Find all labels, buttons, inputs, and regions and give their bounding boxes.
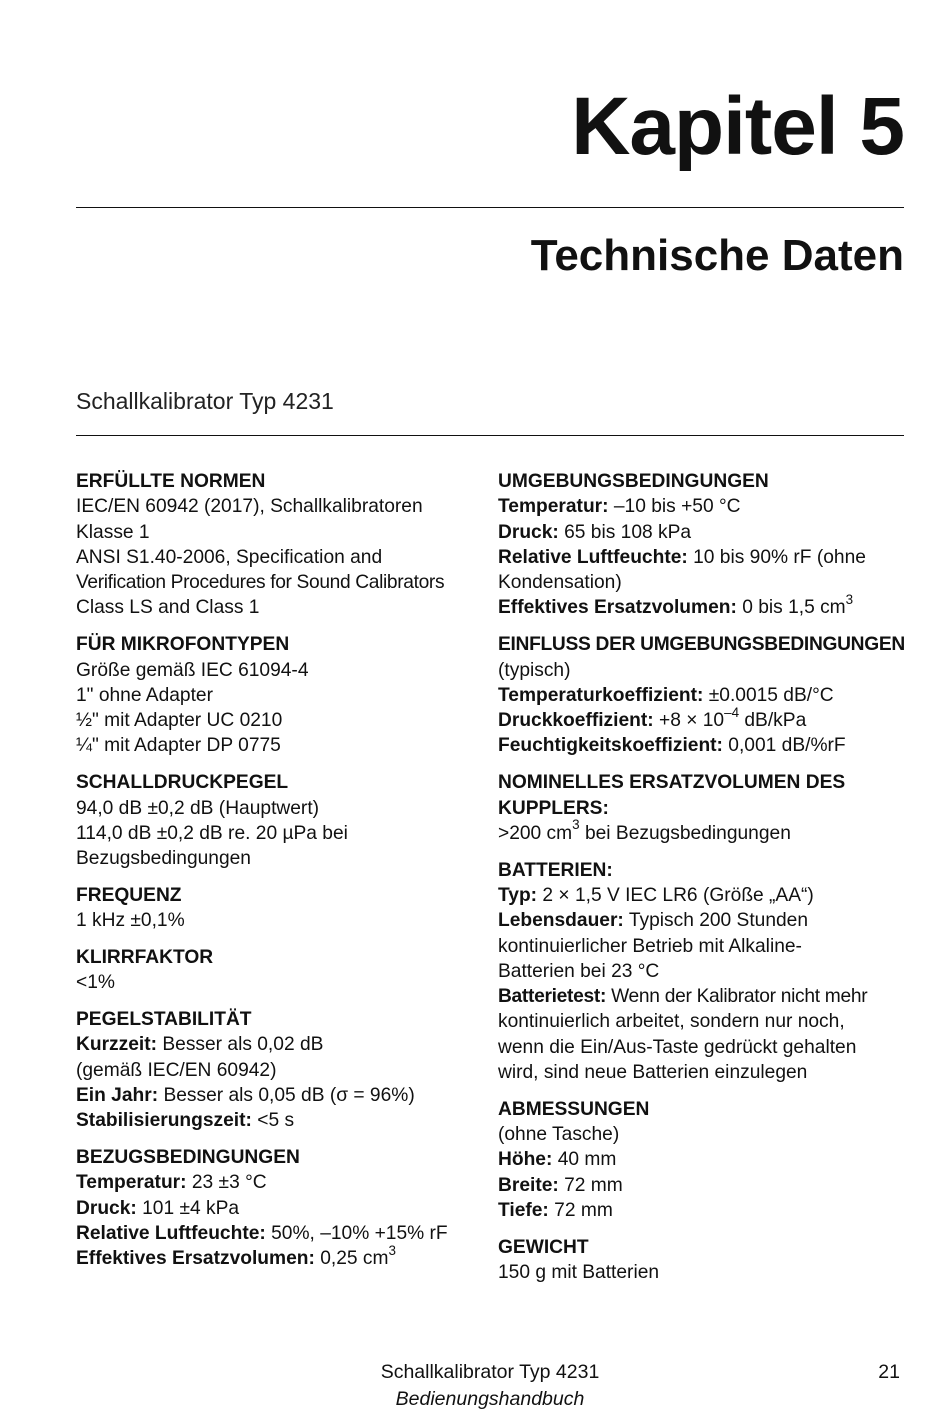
section-heading: EINFLUSS DER UMGEBUNGSBEDINGUNGEN (498, 634, 905, 656)
spec-value: 10 bis 90% rF (ohne (693, 546, 866, 568)
spec-column-right (498, 469, 910, 1297)
spec-value: 72 mm (564, 1174, 623, 1196)
spec-value: 65 bis 108 kPa (564, 521, 692, 543)
spec-line (498, 704, 910, 733)
spec-label: Temperaturkoeffizient: (498, 684, 704, 706)
spec-value: Besser als 0,05 dB (σ = 96%) (163, 1085, 415, 1107)
spec-value: ±0.0015 dB/°C (708, 684, 834, 706)
spec-label: Typ: (498, 884, 538, 906)
spec-line (76, 570, 486, 595)
spec-value: ANSI S1.40-2006, Specification and (76, 546, 383, 568)
spec-line (498, 494, 910, 519)
spec-label: Lebensdauer: (498, 910, 624, 932)
spec-line (498, 1009, 910, 1034)
section-heading: KLIRRFAKTOR (76, 947, 214, 969)
spec-line (498, 683, 910, 708)
spec-value: Typisch 200 Stunden (628, 910, 809, 932)
spec-value: (typisch) (498, 659, 571, 681)
spec-label: Temperatur: (76, 1172, 187, 1194)
page-number: 21 (878, 1361, 900, 1383)
section-klirrfaktor (76, 945, 486, 996)
spec-value: 101 ±4 kPa (142, 1197, 240, 1219)
section-bezugsbedingungen (76, 1145, 486, 1271)
section-heading: PEGELSTABILITÄT (76, 1009, 252, 1031)
spec-line (76, 520, 486, 545)
section-abmessungen (498, 1097, 910, 1223)
spec-value: 23 ±3 °C (191, 1172, 267, 1194)
section-frequenz (76, 883, 486, 934)
spec-line (76, 970, 486, 995)
spec-line (498, 934, 910, 959)
section-heading: SCHALLDRUCKPEGEL (76, 772, 289, 794)
spec-line (76, 494, 486, 519)
spec-line (498, 592, 910, 620)
spec-value: 0 bis 1,5 cm (742, 597, 846, 619)
spec-label: Breite: (498, 1174, 559, 1196)
section-batterien (498, 858, 910, 1086)
spec-line (76, 1242, 486, 1271)
spec-line (76, 733, 486, 758)
spec-label: Feuchtigkeitskoeffizient: (498, 735, 723, 757)
spec-line (498, 733, 910, 758)
spec-value: 50%, –10% +15% rF (271, 1223, 448, 1245)
section-heading: BATTERIEN: (498, 859, 613, 881)
spec-value: wenn die Ein/Aus-Taste gedrückt gehalten (498, 1036, 857, 1058)
spec-line (498, 545, 910, 570)
section-gewicht (498, 1235, 910, 1286)
spec-value-suffix: dB/kPa (739, 710, 807, 732)
spec-value: >200 cm (498, 822, 573, 844)
superscript: 3 (572, 817, 580, 833)
spec-line (498, 959, 910, 984)
spec-label: Tiefe: (498, 1200, 549, 1222)
spec-label: Stabilisierungszeit: (76, 1110, 252, 1132)
spec-value: Besser als 0,02 dB (162, 1034, 324, 1056)
spec-line (498, 1260, 910, 1285)
page-title: Technische Daten (530, 231, 904, 280)
footer-manual: Bedienungshandbuch (395, 1388, 585, 1410)
spec-value: –10 bis +50 °C (613, 496, 741, 518)
spec-label: Effektives Ersatzvolumen: (76, 1248, 315, 1270)
spec-line (76, 1083, 486, 1108)
section-schalldruckpegel (76, 770, 486, 871)
spec-line (498, 1035, 910, 1060)
spec-value: wird, sind neue Batterien einzulegen (498, 1062, 808, 1084)
spec-label: Kurzzeit: (76, 1034, 158, 1056)
spec-label: Effektives Ersatzvolumen: (498, 597, 737, 619)
spec-value: 72 mm (554, 1200, 613, 1222)
section-erfuellte-normen (76, 469, 486, 621)
spec-label: Druck: (498, 521, 559, 543)
superscript: 3 (845, 592, 854, 608)
spec-value: ½" mit Adapter UC 0210 (76, 710, 283, 732)
spec-label: Druckkoeffizient: (498, 710, 654, 732)
spec-line (498, 984, 910, 1009)
spec-value: 114,0 dB ±0,2 dB re. 20 µPa bei (76, 822, 348, 844)
spec-value: Kondensation) (498, 572, 622, 594)
section-heading: NOMINELLES ERSATZVOLUMEN DES (498, 772, 846, 794)
spec-label: Druck: (76, 1197, 137, 1219)
spec-line (76, 1058, 486, 1083)
spec-value: Klasse 1 (76, 521, 150, 543)
spec-line (76, 595, 486, 620)
spec-line (76, 708, 486, 733)
spec-value: 2 × 1,5 V IEC LR6 (Größe „AA“) (542, 884, 814, 906)
spec-column-left (76, 469, 486, 1283)
section-heading: ERFÜLLTE NORMEN (76, 471, 266, 492)
footer (0, 1359, 950, 1413)
spec-line (76, 545, 486, 570)
section-heading-continued: KUPPLERS: (498, 797, 609, 819)
spec-line (498, 1173, 910, 1198)
section-pegelstabilitaet (76, 1007, 486, 1133)
spec-value: Wenn der Kalibrator nicht mehr (611, 986, 868, 1008)
spec-value: IEC/EN 60942 (2017), Schallkalibratoren (76, 496, 423, 518)
spec-line (498, 1122, 910, 1147)
spec-value: kontinuierlich arbeitet, sondern nur noch, (498, 1011, 845, 1033)
spec-value: Batterien bei 23 °C (498, 960, 660, 982)
spec-value: 150 g mit Batterien (498, 1262, 660, 1284)
section-heading: BEZUGSBEDINGUNGEN (76, 1147, 300, 1169)
spec-line (76, 821, 486, 846)
spec-value: Bezugsbedingungen (76, 848, 251, 870)
section-nominelles-ersatzvolumen (498, 770, 910, 846)
spec-line (498, 883, 910, 908)
spec-value: kontinuierlicher Betrieb mit Alkaline- (498, 935, 802, 957)
superscript: –4 (724, 704, 740, 720)
chapter-heading: Kapitel 5 (571, 81, 904, 172)
section-mikrofontypen (76, 632, 486, 758)
spec-value: 1 kHz ±0,1% (76, 910, 185, 932)
spec-line (76, 1170, 486, 1195)
spec-line (76, 683, 486, 708)
footer-product: Schallkalibrator Typ 4231 (380, 1361, 600, 1383)
spec-value: ¼" mit Adapter DP 0775 (76, 735, 281, 757)
product-subtitle: Schallkalibrator Typ 4231 (76, 388, 334, 414)
subtitle-rule (76, 435, 904, 436)
spec-line (498, 908, 910, 933)
spec-label: Ein Jahr: (76, 1085, 159, 1107)
spec-value: <5 s (257, 1110, 295, 1132)
spec-line (498, 1060, 910, 1085)
superscript: 3 (388, 1242, 396, 1258)
section-heading: GEWICHT (498, 1236, 589, 1258)
spec-value: Größe gemäß IEC 61094-4 (76, 659, 309, 681)
section-heading: FÜR MIKROFONTYPEN (76, 634, 290, 656)
section-umgebungsbedingungen (498, 469, 910, 621)
section-heading: ABMESSUNGEN (498, 1098, 650, 1120)
spec-line (76, 908, 486, 933)
spec-value-suffix: bei Bezugsbedingungen (579, 822, 791, 844)
spec-label: Relative Luftfeuchte: (76, 1223, 266, 1245)
spec-line (76, 1196, 486, 1221)
spec-value: 0,25 cm (320, 1248, 389, 1270)
spec-line (498, 520, 910, 545)
section-heading: FREQUENZ (76, 884, 182, 906)
spec-value: +8 × 10 (659, 710, 725, 732)
spec-label: Temperatur: (498, 496, 609, 518)
section-heading: UMGEBUNGSBEDINGUNGEN (498, 471, 769, 492)
spec-value: Class LS and Class 1 (76, 597, 260, 619)
spec-value: <1% (76, 972, 115, 994)
spec-label: Relative Luftfeuchte: (498, 546, 688, 568)
spec-value: (ohne Tasche) (498, 1124, 620, 1146)
spec-value: 0,001 dB/%rF (728, 735, 846, 757)
spec-value: (gemäß IEC/EN 60942) (76, 1059, 277, 1081)
spec-line (498, 817, 910, 846)
spec-line (498, 1147, 910, 1172)
spec-line (76, 1108, 486, 1133)
spec-value: Verification Procedures for Sound Calibrators (76, 572, 445, 594)
spec-label: Höhe: (498, 1149, 553, 1171)
spec-line (76, 1221, 486, 1246)
spec-label: Batterietest: (498, 986, 607, 1008)
spec-line (76, 658, 486, 683)
section-einfluss-umgebungsbedingungen (498, 632, 910, 758)
spec-line (76, 846, 486, 871)
spec-line (76, 796, 486, 821)
spec-line (498, 658, 910, 683)
spec-value: 40 mm (557, 1149, 617, 1171)
spec-value: 94,0 dB ±0,2 dB (Hauptwert) (76, 797, 320, 819)
spec-value: 1" ohne Adapter (76, 684, 213, 706)
spec-line (76, 1032, 486, 1057)
spec-line (498, 1198, 910, 1223)
header-rule (76, 207, 904, 208)
